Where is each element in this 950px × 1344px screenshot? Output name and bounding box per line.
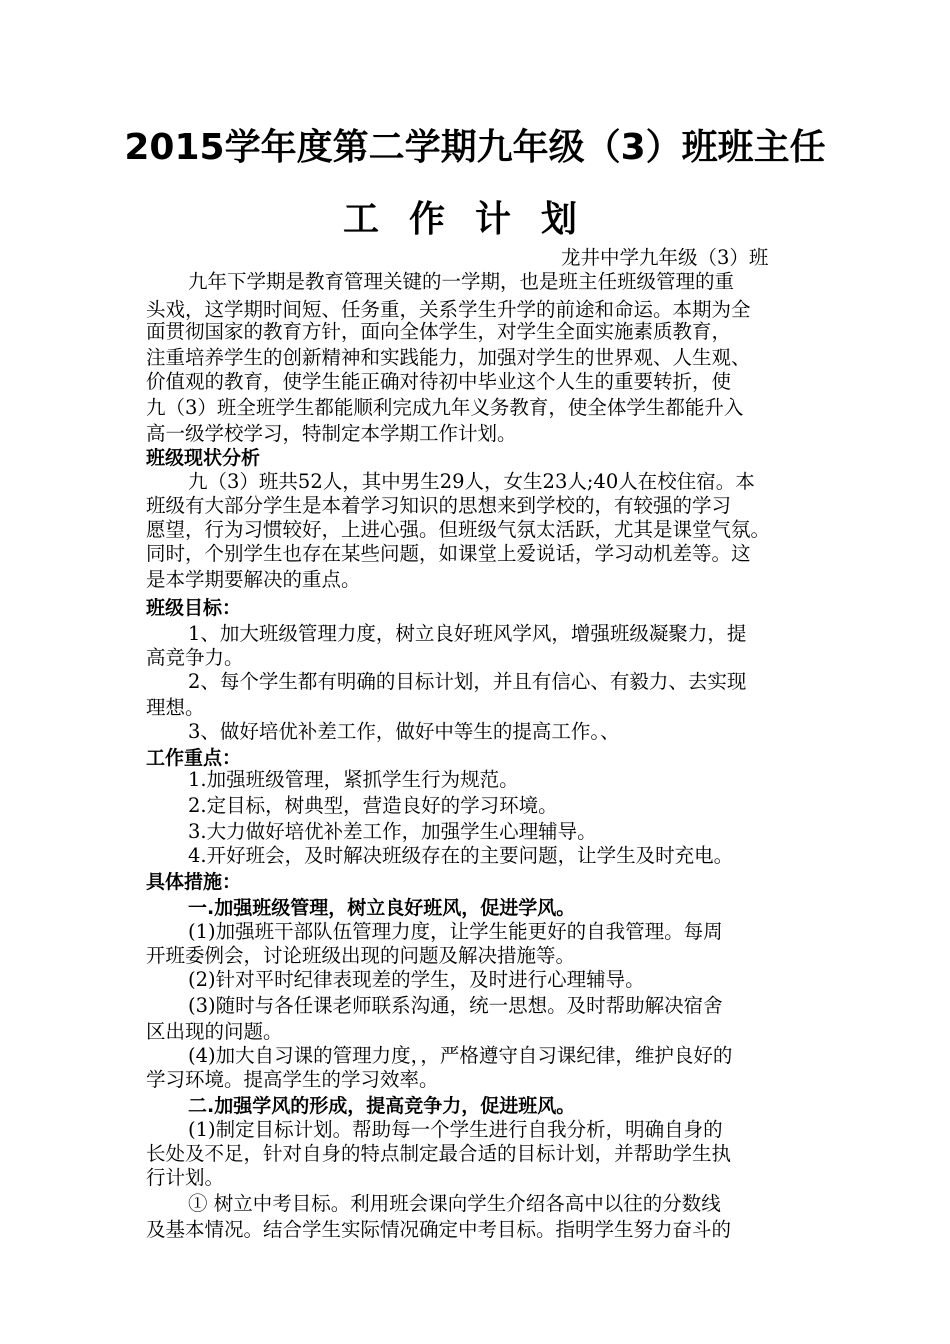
document-title: 2015学年度第二学期九年级（3）班班主任	[124, 127, 826, 168]
paragraph-line: 长处及不足，针对自身的特点制定最合适的目标计划，并帮助学生执	[146, 1142, 732, 1165]
section-heading: 班级现状分析	[146, 447, 261, 469]
paragraph-line: 愿望，行为习惯较好，上进心强。但班级气氛太活跃，尤其是课堂气氛。	[146, 518, 771, 541]
paragraph-line: 同时，个别学生也存在某些问题，如课堂上爱说话，学习动机差等。这	[146, 542, 751, 565]
paragraph-line: 九（3）班全班学生都能顺利完成九年义务教育，使全体学生都能升入	[146, 396, 744, 419]
paragraph-line: 2、每个学生都有明确的目标计划，并且有信心、有毅力、去实现	[188, 670, 747, 693]
subsection-heading: 二.加强学风的形成，提高竞争力，促进班风。	[188, 1095, 576, 1117]
paragraph-line: 是本学期要解决的重点。	[146, 568, 361, 591]
paragraph-line: 高竞争力。	[146, 646, 244, 669]
paragraph-line: 九年下学期是教育管理关键的一学期，也是班主任班级管理的重	[188, 270, 735, 293]
paragraph-line: 理想。	[146, 696, 205, 719]
paragraph-line: 价值观的教育，使学生能正确对待初中毕业这个人生的重要转折，使	[146, 370, 732, 393]
paragraph-line: (1)制定目标计划。帮助每一个学生进行自我分析，明确自身的	[188, 1118, 723, 1141]
paragraph-line: 开班委例会，讨论班级出现的问题及解决措施等。	[146, 944, 576, 967]
paragraph-line: 班级有大部分学生是本着学习知识的思想来到学校的，有较强的学习	[146, 494, 732, 517]
paragraph-line: 1、加大班级管理力度，树立良好班风学风，增强班级凝聚力，提	[188, 622, 747, 645]
paragraph-line: (3)随时与各任课老师联系沟通，统一思想。及时帮助解决宿舍	[188, 994, 723, 1017]
paragraph-line: 及基本情况。结合学生实际情况确定中考目标。指明学生努力奋斗的	[146, 1218, 732, 1241]
paragraph-line: 3.大力做好培优补差工作，加强学生心理辅导。	[188, 820, 597, 843]
paragraph-line: 头戏，这学期时间短、任务重，关系学生升学的前途和命运。本期为全	[146, 298, 751, 321]
document-title-line2: 工作计划	[342, 199, 607, 240]
paragraph-line: (2)针对平时纪律表现差的学生，及时进行心理辅导。	[188, 968, 645, 991]
paragraph-line: 面贯彻国家的教育方针，面向全体学生，对学生全面实施素质教育，	[146, 320, 732, 343]
paragraph-line: (4)加大自习课的管理力度，，严格遵守自习课纪律，维护良好的	[188, 1044, 733, 1067]
section-heading: 班级目标：	[146, 597, 242, 619]
paragraph-line: 九（3）班共52人，其中男生29人，女生23人;40人在校住宿。本	[188, 470, 755, 493]
paragraph-line: 高一级学校学习，特制定本学期工作计划。	[146, 422, 517, 445]
paragraph-line: 学习环境。提高学生的学习效率。	[146, 1068, 439, 1091]
section-heading: 具体措施：	[146, 871, 242, 893]
paragraph-line: 行计划。	[146, 1166, 225, 1189]
paragraph-line: (1)加强班干部队伍管理力度，让学生能更好的自我管理。每周	[188, 920, 723, 943]
paragraph-line: 4.开好班会，及时解决班级存在的主要问题，让学生及时充电。	[188, 844, 734, 867]
paragraph-line: 区出现的问题。	[146, 1020, 283, 1043]
subsection-heading: 一.加强班级管理，树立良好班风，促进学风。	[188, 897, 576, 919]
paragraph-line: 2.定目标，树典型，营造良好的学习环境。	[188, 794, 558, 817]
paragraph-line: 注重培养学生的创新精神和实践能力，加强对学生的世界观、人生观、	[146, 346, 751, 369]
section-heading: 工作重点：	[146, 747, 242, 769]
author-line: 龙井中学九年级（3）班	[561, 246, 769, 269]
paragraph-line: ① 树立中考目标。利用班会课向学生介绍各高中以往的分数线	[188, 1192, 721, 1215]
paragraph-line: 1.加强班级管理，紧抓学生行为规范。	[188, 768, 519, 791]
paragraph-line: 3、做好培优补差工作，做好中等生的提高工作。、	[188, 720, 620, 743]
